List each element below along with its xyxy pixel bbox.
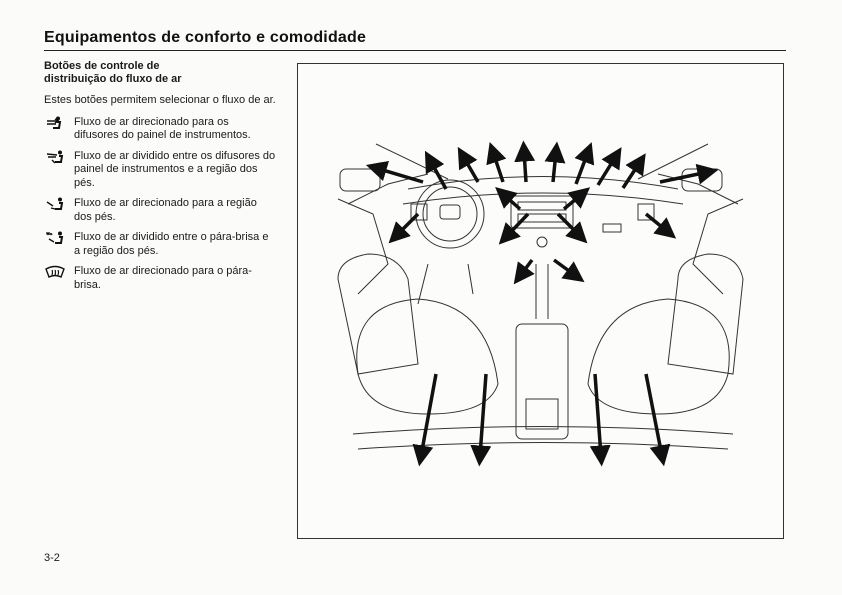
airflow-illustration [297, 63, 784, 539]
page-number: 3-2 [44, 552, 60, 564]
page-title: Equipamentos de conforto e comodidade [44, 29, 367, 46]
mode-item-bilevel [44, 150, 284, 191]
defrost-icon [44, 265, 74, 281]
mode-item-floor-defrost [44, 231, 284, 258]
mode-text: Fluxo de ar dividido entre o pára-brisa e a região dos pés. [74, 231, 269, 257]
face-vent-icon [44, 116, 74, 132]
section-title-line2: distribuição do fluxo de ar [44, 73, 182, 85]
header-rule [44, 50, 786, 51]
text-column [44, 60, 284, 299]
bi-level-icon [44, 150, 74, 166]
mode-text: Fluxo de ar direcionado para a região dos pés. [74, 197, 257, 223]
mode-text: Fluxo de ar dividido entre os difusores do painel de instrumentos e a região dos pés. [74, 149, 276, 189]
mode-item-defrost [44, 265, 284, 292]
floor-defrost-icon [44, 231, 74, 247]
section-title-line1: Botões de controle de [44, 60, 160, 72]
mode-item-face [44, 116, 284, 143]
mode-item-floor [44, 197, 284, 224]
mode-text: Fluxo de ar direcionado para o pára-brisa. [74, 265, 252, 291]
page-header [44, 29, 786, 51]
section-title [44, 60, 284, 86]
floor-vent-icon [44, 197, 74, 213]
mode-text: Fluxo de ar direcionado para os difusores do painel de instrumentos. [74, 115, 251, 141]
intro-text: Estes botões permitem selecionar o fluxo de ar. [44, 94, 276, 106]
